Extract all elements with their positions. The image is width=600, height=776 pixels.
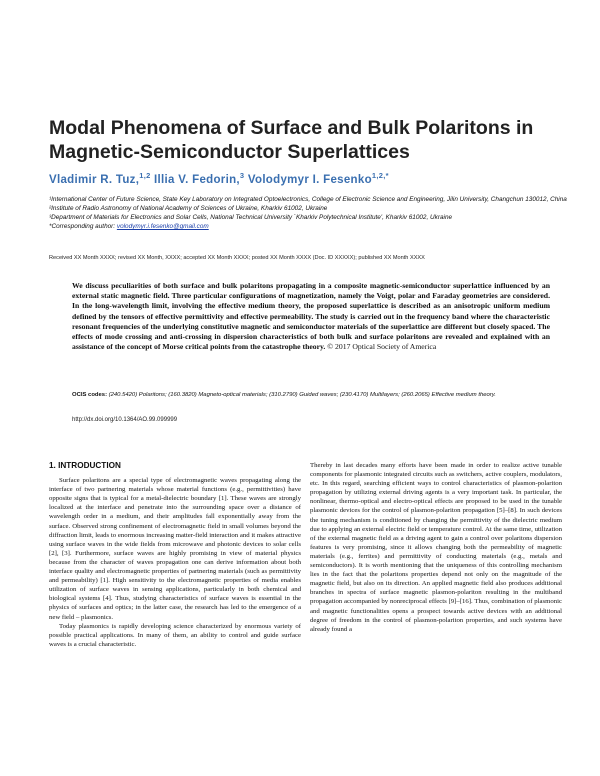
author-name: Illia V. Fedorin, bbox=[154, 173, 240, 186]
column-right bbox=[310, 461, 562, 634]
author-list bbox=[49, 171, 569, 186]
author-name: Volodymyr I. Fesenko bbox=[247, 173, 372, 186]
author-affil-sup: 1,2,* bbox=[371, 171, 389, 180]
copyright: © 2017 Optical Society of America bbox=[327, 342, 437, 352]
body-paragraph: Today plasmonics is rapidly developing science characterized by enormous variety of possible practical applications. In many of them, an ability to control and guide surface waves is a crucial characteristic. bbox=[49, 622, 301, 648]
affiliation: ¹International Center of Future Science, State Key Laboratory on Integrated Optoelectronics, College of Electronic Science and Engineering, Jilin University, Changchun 130012, China bbox=[49, 196, 567, 203]
abstract-text: We discuss peculiarities of both surface and bulk polaritons propagating in a composite magnetic-semiconductor superlattice influenced by an external static magnetic field. Three particular configurations of magnetization, namely the Voigt, polar and Faraday geometries are considered. In the long-wavelength limit, involving the effective medium theory, the proposed superlattice is described as an anisotropic uniform medium defined by the tensors of effective permittivity and effective permeability. The study is carried out in the frequency band where the characteristic resonant frequencies of the underlying constitutive magnetic and semiconductor materials of the superlattice are different but closely spaced. The effects of mode crossing and anti-crossing in dispersion characteristics of both bulk and surface polaritons are revealed and explained with an assistance of the concept of Morse critical points from the catastrophe theory. bbox=[72, 281, 550, 352]
section-heading: 1. INTRODUCTION bbox=[49, 461, 121, 470]
ocis-text: (240.5420) Polaritons; (160.3820) Magneto-optical materials; (310.2790) Guided waves; (230.4170) Multilayers; (260.2065) Effective medium theory. bbox=[108, 392, 496, 398]
doi-link[interactable]: http://dx.doi.org/10.1364/AO.99.099999 bbox=[72, 417, 178, 423]
column-left bbox=[49, 461, 301, 649]
ocis-label: OCIS codes: bbox=[72, 392, 108, 398]
author-affil-sup: 3 bbox=[239, 171, 245, 180]
body-paragraph: Thereby in last decades many efforts have been made in order to realize active tunable components for plasmonic integrated circuits such as switchers, active couplers, modulators, etc. In this regard, searching efficient ways to control characteristics of plasmon-polariton propagation by utilizing external driving agents is a very important task. In particular, the nonlinear, thermo-optical and electro-optical effects are proposed to be used in the tunable plasmonic devices for the control of plasmon-polariton propagation [5]–[8]. In such devices the tuning mechanism is conditioned by changing the permittivity of the dielectric medium due to applying an external electric field or temperature control. At the same time, utilization of the external magnetic field as a driving agent to gain a control over polaritons dispersion features is very promising, since it allows changing both the permeability of magnetic materials (e.g., ferrites) and permittivity of conducting materials (e.g., metals and semiconductors). It is worth mentioning that the uniqueness of this controlling mechanism lies in the fact that the polaritons properties depend not only on the magnitude of the magnetic field, but also on its direction. An applied magnetic field also produces additional branches in spectra of surface magnetic plasmon-polariton resulting in the multiband propagation accompanied by nonreciprocal effects [9]–[16]. Thus, combination of plasmonic and magnetic functionalities opens a prospect towards active devices with an additional degree of freedom in the control of plasmon-polariton properties, and such systems have already found a bbox=[310, 462, 562, 633]
paper-title: Modal Phenomena of Surface and Bulk Polaritons in Magnetic-Semiconductor Superlattices bbox=[49, 117, 534, 163]
abstract bbox=[72, 281, 550, 352]
affiliation: ³Department of Materials for Electronics and Solar Cells, National Technical University `Kharkiv Polytechnical Institute', Kharkiv 61002, Ukraine bbox=[49, 214, 453, 222]
author-affil-sup: 1,2 bbox=[139, 171, 151, 180]
author-name: Vladimir R. Tuz, bbox=[49, 173, 140, 186]
ocis-codes bbox=[72, 391, 550, 400]
affiliations bbox=[49, 195, 569, 231]
corresponding-email-link[interactable]: volodymyr.i.fesenko@gmail.com bbox=[116, 223, 209, 231]
body-paragraph: Surface polaritons are a special type of electromagnetic waves propagating along the interface of two partnering materials whose material functions (e.g., permittivities) have opposite signs that is typical for a metal-dielectric boundary [1]. These waves are strongly localized at the interface and penetrate into the surrounding space over a distance of wavelength order in a medium, and their amplitudes fall exponentially away from the surface. Observed strong confinement of electromagnetic field in small volumes beyond the diffraction limit, leads to enormous increasing matter-field interaction and it makes attractive using surface waves in the wide fields from microwave and photonic devices to solar cells [2], [3]. Furthermore, surface waves are highly promising in view of material physics because from the character of waves propagation one can derive information about both interface quality and electromagnetic properties of partnering materials (such as permittivity and permeability) [1]. High sensitivity to the electromagnetic properties of media enables utilization of surface waves in sensing applications, particularly in both chemical and biological systems [4]. Thus, studying characteristics of surface waves is essential in the physics of surfaces and optics; in the latter case, the research has led to the emergence of a new field – plasmonics. bbox=[49, 477, 301, 621]
received-dates: Received XX Month XXXX; revised XX Month, XXXX; accepted XX Month XXXX; posted XX Month XXXX (Doc. ID XXXXX); published XX Month XXXX bbox=[49, 255, 425, 261]
corresponding-author bbox=[49, 222, 569, 231]
corresponding-label: *Corresponding author: bbox=[49, 223, 116, 231]
affiliation: ²Institute of Radio Astronomy of National Academy of Sciences of Ukraine, Kharkiv 61002, Ukraine bbox=[49, 205, 328, 213]
